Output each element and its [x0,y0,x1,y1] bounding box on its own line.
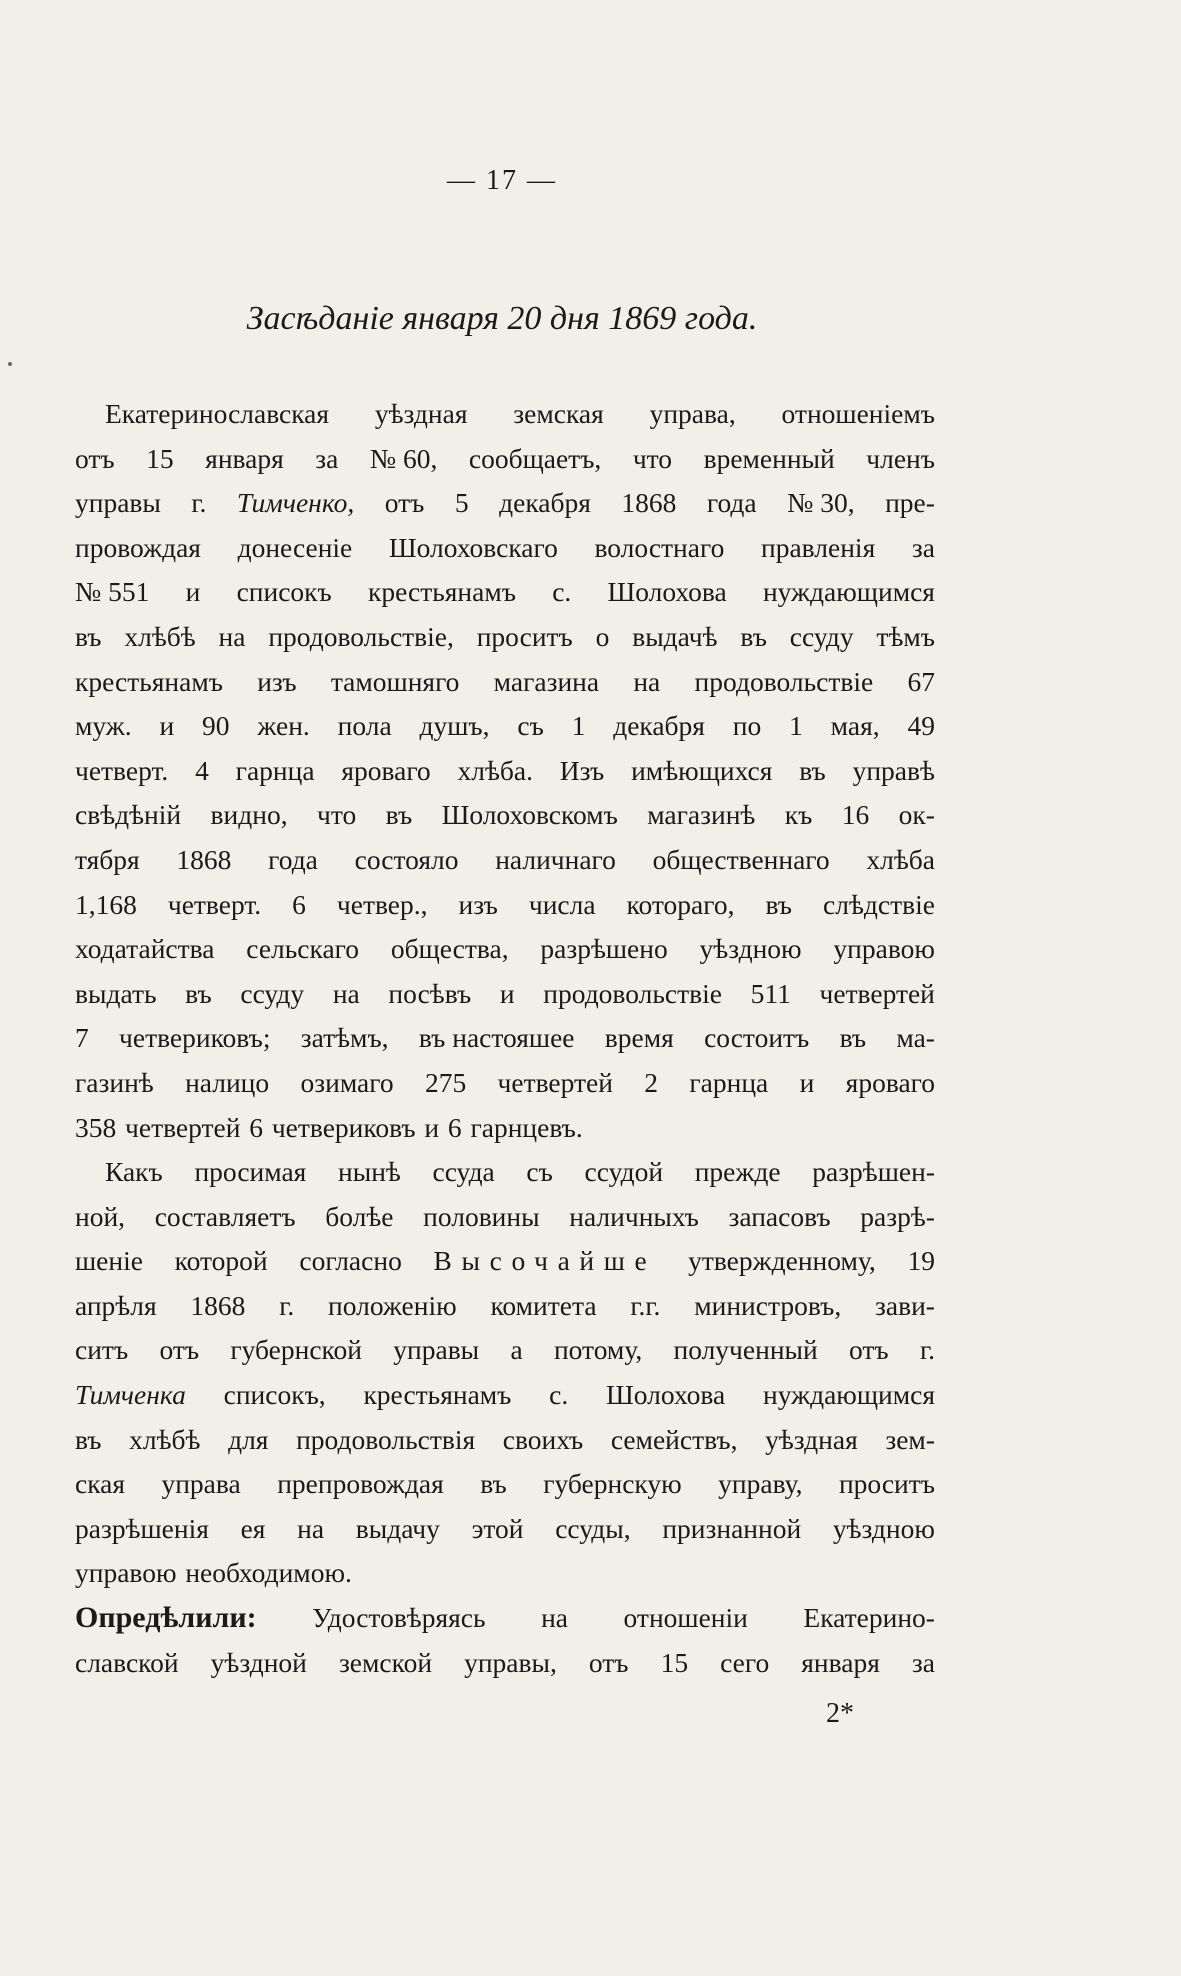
word: на [332,977,360,1009]
signature-mark: 2* [826,1698,854,1729]
word: отношеніемъ [781,398,935,429]
text-line [75,1373,935,1418]
word: и [499,977,515,1009]
text-line [75,1284,935,1329]
word: ея [240,1512,266,1544]
word: отъ [588,1646,629,1678]
word: ская [75,1468,126,1500]
text-line [75,1016,935,1061]
word: отъ [849,1334,889,1366]
word: ссуды, [555,1512,631,1544]
word: для [228,1423,269,1455]
text-line [75,1596,935,1641]
word: положенію [328,1289,457,1321]
text-line [75,1195,935,1240]
word: 6 [292,888,306,920]
word: о [595,620,610,652]
word: въ [75,1423,102,1455]
word: пола [337,710,392,742]
word: гарнцевъ. [470,1111,583,1143]
word: управа, [649,398,736,429]
word: управы [393,1334,480,1366]
word: проситъ [838,1468,935,1500]
word: уѣздная [765,1423,858,1455]
word: четвериковъ [271,1111,416,1143]
word: губернскую [543,1468,682,1500]
word: донесеніе [237,531,353,563]
word: г. [279,1289,295,1321]
word: 1,168 [75,888,137,920]
word: губернской [230,1334,362,1366]
word: налицо [185,1066,270,1098]
word: на [297,1512,325,1544]
word: яроваго [845,1066,935,1098]
resolution-label: Опредѣлили: [75,1601,257,1635]
text-line [75,660,935,705]
word: въ [75,620,102,652]
word: утвержденному, [688,1245,876,1277]
word: списокъ, [223,1379,326,1411]
word: тября [75,843,140,875]
word: четвертей [819,977,935,1009]
word: четвериковъ; [119,1022,271,1054]
text-line [75,1641,935,1686]
word: 4 [195,754,209,786]
word: Шолохова [606,1379,726,1411]
word: управою [833,933,935,965]
word: семействъ, [610,1423,738,1455]
word: продовольствіе [694,665,874,697]
word: свѣдѣній [75,799,182,831]
word: и [424,1111,440,1143]
word: зем- [885,1423,935,1455]
text-line [75,1106,935,1151]
word: ссуду [240,977,305,1009]
word: яроваго [341,754,431,786]
text-line [75,526,935,571]
text-line [75,704,935,749]
word: министровъ, [694,1289,842,1321]
word: Шолоховскомъ [441,799,618,831]
word: въ [740,620,767,652]
word: въ [839,1022,867,1054]
word: г. [919,1334,935,1366]
word: четверт. [167,888,262,920]
word: отношеніи [623,1602,748,1634]
word: числа [528,888,596,920]
text-line [75,793,935,838]
word: по [732,710,762,742]
word: хлѣба [866,843,935,875]
word: пре- [885,487,935,519]
word: славской [75,1646,179,1678]
word: ситъ [75,1334,129,1366]
word: выдачу [355,1512,440,1544]
word: выдать [75,977,157,1009]
word: управу, [718,1468,803,1500]
word: въ [480,1468,507,1500]
word: за [315,442,339,474]
word: крестьянамъ [367,576,516,608]
word: сообщаетъ, [468,442,602,474]
word: за [911,1646,935,1678]
word: 6 [447,1111,462,1143]
word: продовольствіе, [268,620,454,652]
text-line [75,972,935,1017]
word: четвертей [125,1111,241,1143]
word: 2 [644,1066,659,1098]
word: нуждающимся [763,1379,935,1411]
word: этой [471,1512,524,1544]
word: наличныхъ [569,1200,699,1232]
word: тѣмъ [876,620,935,652]
word: ок- [898,799,935,831]
word: согласно [299,1245,402,1277]
word: ссуду [789,620,854,652]
word: управѣ [852,754,935,786]
text-line [75,749,935,794]
text-line [75,615,935,660]
word: 1 [789,710,803,742]
word: съ [526,1156,553,1188]
word: половины [423,1200,540,1232]
word: 1868 [621,487,677,519]
word: членъ [866,442,935,474]
word: уѣздной [210,1646,307,1678]
text-line [75,1462,935,1507]
word: разрѣ- [860,1200,935,1232]
word: въ настояшее [418,1022,575,1054]
word: крестьянамъ [363,1379,512,1411]
word: муж. [75,710,132,742]
word: волостнаго [594,531,725,563]
word: болѣе [325,1200,394,1232]
word: и [799,1066,815,1098]
word: полученный [673,1334,818,1366]
word: просимая [194,1156,307,1188]
word: декабря [613,710,705,742]
word: сельскаго [246,933,360,965]
word: с. [552,576,572,608]
word: потому, [553,1334,643,1366]
word: управа [161,1468,241,1500]
page-number: — 17 — [447,165,557,196]
word: посѣвъ [388,977,472,1009]
word: Высочайше [433,1245,657,1277]
word: Екатеринославская [105,398,330,429]
word: земской [338,1646,433,1678]
word: комитета [490,1289,597,1321]
word: Какъ [105,1156,163,1188]
word: отъ [384,487,425,519]
word: состояло [354,843,459,875]
word: мая, [830,710,880,742]
text-line [75,1239,935,1284]
word: что [316,799,357,831]
word: изъ [458,888,498,920]
word: гарнца [235,754,315,786]
word: шеніе [75,1245,143,1277]
word: зави- [875,1289,935,1321]
word: 1868 [176,843,232,875]
word: продовольствіе [543,977,722,1009]
word: земская [513,398,604,429]
text-line [75,392,935,437]
word: въ [185,977,212,1009]
word: нуждающимся [762,576,935,608]
word: а [510,1334,523,1366]
text-line [75,883,935,928]
word: имѣющихся [631,754,773,786]
word: признанной [662,1512,802,1544]
word: управы [75,487,161,519]
word: 5 [454,487,469,519]
word: разрѣшен- [812,1156,935,1188]
word: 16 [841,799,870,831]
word: изъ [257,665,297,697]
word: 358 [75,1111,117,1143]
word: состоитъ [704,1022,810,1054]
word: провождая [75,531,201,563]
word: г.г. [630,1289,661,1321]
word: уѣздною [699,933,802,965]
word: ма- [896,1022,935,1054]
word: ходатайства [75,933,215,965]
word: отъ [75,442,115,474]
word: Удостовѣряясь [312,1602,486,1634]
word: на [541,1602,569,1634]
word: года [706,487,757,519]
word: управою [75,1557,177,1589]
word: 7 [75,1022,89,1054]
word: котораго, [626,888,735,920]
word: наличнаго [495,843,616,875]
word: уѣздная [374,398,468,429]
word: № 60, [369,442,438,474]
word: хлѣбѣ [124,620,196,652]
word: Екатерино- [803,1602,935,1634]
word: списокъ [236,576,332,608]
word: хлѣбѣ [129,1423,201,1455]
word: 511 [750,977,791,1009]
word: 49 [907,710,935,742]
word: что [632,442,673,474]
section-heading: Засѣданіе января 20 дня 1869 года. [246,300,758,337]
word: и [159,710,175,742]
word: разрѣшенія [75,1512,209,1544]
text-line [75,1150,935,1195]
text-line [75,1551,935,1596]
text-line [75,838,935,883]
word: препровождая [277,1468,444,1500]
word: запасовъ [728,1200,831,1232]
word: Шолоховскаго [388,531,558,563]
word: 90 [202,710,230,742]
word: прежде [694,1156,781,1188]
word: января [205,442,284,474]
word: г. [191,487,207,519]
word: общества, [390,933,509,965]
word: общественнаго [652,843,830,875]
word: магазинѣ [647,799,756,831]
word: года [268,843,318,875]
word: магазина [493,665,600,697]
word: 15 [660,1646,689,1678]
word: Тимченка [75,1379,186,1411]
text-line [75,1061,935,1106]
word: съ [517,710,544,742]
word: 1868 [190,1289,246,1321]
word: къ [784,799,813,831]
word: затѣмъ, [300,1022,389,1054]
word: Тимченко, [236,487,355,519]
word: временный [703,442,835,474]
word: 15 [146,442,174,474]
word: въ [765,888,793,920]
word: 6 [249,1111,264,1143]
word: ссуда [432,1156,495,1188]
word: января [801,1646,880,1678]
word: отъ [159,1334,200,1366]
word: управы, [464,1646,557,1678]
word: душъ, [419,710,490,742]
word: необходимою. [185,1557,352,1589]
word: декабря [499,487,591,519]
word: № 30, [787,487,855,519]
word: въ [799,754,826,786]
word: апрѣля [75,1289,157,1321]
word: на [633,665,661,697]
word: которой [174,1245,268,1277]
word: озимаго [300,1066,394,1098]
word: продовольствія [296,1423,476,1455]
word: слѣдствіе [823,888,935,920]
word: хлѣба. [457,754,533,786]
word: четвертей [497,1066,613,1098]
word: 1 [571,710,586,742]
body-text [75,392,935,1685]
word: 67 [907,665,935,697]
word: правленія [760,531,876,563]
word: тамошняго [330,665,460,697]
word: газинѣ [75,1066,154,1098]
word: проситъ [476,620,573,652]
word: и [185,576,201,608]
word: с. [549,1379,569,1411]
word: ссудой [584,1156,664,1188]
word: время [604,1022,674,1054]
word: четверт. [75,754,169,786]
word: 275 [424,1066,467,1098]
word: ной, [75,1200,126,1232]
text-line [75,1418,935,1463]
word: уѣздною [832,1512,935,1544]
word: четвер., [336,888,428,920]
text-line [75,437,935,482]
word: крестьянамъ [75,665,223,697]
text-line [75,570,935,615]
text-line [75,927,935,972]
word: на [218,620,246,652]
word: 19 [907,1245,935,1277]
word: своихъ [502,1423,584,1455]
word: видно, [210,799,288,831]
text-line [75,481,935,526]
word: разрѣшено [540,933,668,965]
word: № 551 [75,576,150,608]
word: Изъ [559,754,605,786]
margin-speck [8,362,12,366]
word: составляетъ [154,1200,296,1232]
word: выдачѣ [632,620,718,652]
word: сего [720,1646,770,1678]
word: за [911,531,935,563]
text-line [75,1507,935,1552]
word: Шолохова [607,576,727,608]
word: въ [385,799,413,831]
text-line [75,1328,935,1373]
word: жен. [257,710,310,742]
word: нынѣ [338,1156,401,1188]
word: гарнца [689,1066,769,1098]
